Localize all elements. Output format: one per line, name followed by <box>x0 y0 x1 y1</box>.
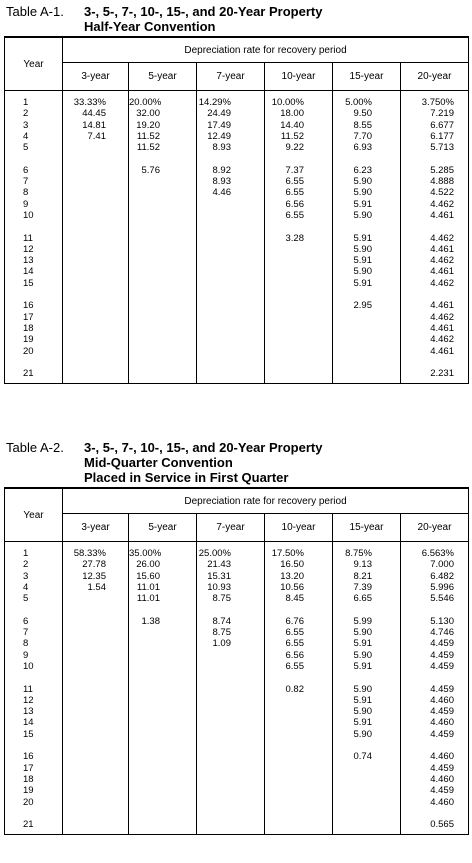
rate-column-5-year: 35.00% 26.00 15.60 11.01 11.01 1.38 <box>129 542 197 835</box>
column-header-5-year: 5-year <box>129 514 197 542</box>
table-a1-section <box>4 4 468 384</box>
table-a2-label: Table A-2. <box>6 440 64 455</box>
table-a2 <box>4 487 469 835</box>
column-header-10-year: 10-year <box>265 63 333 91</box>
rate-column-3-year: 33.33% 44.45 14.81 7.41 <box>63 91 129 384</box>
table-a2-section <box>4 440 468 835</box>
table-a1-title-line1: 3-, 5-, 7-, 10-, 15-, and 20-Year Property <box>84 4 323 19</box>
rate-column-5-year: 20.00% 32.00 19.20 11.52 11.52 5.76 <box>129 91 197 384</box>
rate-column-15-year: 5.00% 9.50 8.55 7.70 6.93 6.23 5.90 5.90 5.91 5.90 5.91 5.90 5.91 5.90 5.91 2.95 <box>333 91 401 384</box>
column-header-3-year: 3-year <box>63 514 129 542</box>
year-header: Year <box>5 488 63 542</box>
rate-column-20-year: 6.563% 7.000 6.482 5.996 5.546 5.130 4.746 4.459 4.459 4.459 4.459 4.460 4.459 4.460 4.459 4.460 4.459 4.460 4.459 4.460 0.565 <box>401 542 469 835</box>
column-header-7-year: 7-year <box>197 63 265 91</box>
table-a1-title <box>4 4 468 34</box>
year-column: 1 2 3 4 5 6 7 8 9 10 11 12 13 14 15 16 17 18 19 20 21 <box>5 542 63 835</box>
rate-header: Depreciation rate for recovery period <box>63 488 469 514</box>
table-a1-body-row <box>5 91 469 384</box>
rate-column-20-year: 3.750% 7.219 6.677 6.177 5.713 5.285 4.888 4.522 4.462 4.461 4.462 4.461 4.462 4.461 4.462 4.461 4.462 4.461 4.462 4.461 2.231 <box>401 91 469 384</box>
table-a1 <box>4 36 469 384</box>
rate-column-10-year: 10.00% 18.00 14.40 11.52 9.22 7.37 6.55 6.55 6.56 6.55 3.28 <box>265 91 333 384</box>
column-header-15-year: 15-year <box>333 63 401 91</box>
rate-column-7-year: 14.29% 24.49 17.49 12.49 8.93 8.92 8.93 4.46 <box>197 91 265 384</box>
column-header-20-year: 20-year <box>401 514 469 542</box>
table-a2-body-row <box>5 542 469 835</box>
column-header-15-year: 15-year <box>333 514 401 542</box>
rate-header: Depreciation rate for recovery period <box>63 37 469 63</box>
year-column: 1 2 3 4 5 6 7 8 9 10 11 12 13 14 15 16 17 18 19 20 21 <box>5 91 63 384</box>
column-header-5-year: 5-year <box>129 63 197 91</box>
rate-column-15-year: 8.75% 9.13 8.21 7.39 6.65 5.99 5.90 5.91 5.90 5.91 5.90 5.91 5.90 5.91 5.90 0.74 <box>333 542 401 835</box>
table-a2-title <box>4 440 468 485</box>
table-a2-title-line3: Placed in Service in First Quarter <box>84 470 289 485</box>
table-a1-title-line2: Half-Year Convention <box>84 19 216 34</box>
table-a2-title-line2: Mid-Quarter Convention <box>84 455 233 470</box>
year-header: Year <box>5 37 63 91</box>
rate-column-10-year: 17.50% 16.50 13.20 10.56 8.45 6.76 6.55 6.55 6.56 6.55 0.82 <box>265 542 333 835</box>
table-a2-title-line1: 3-, 5-, 7-, 10-, 15-, and 20-Year Property <box>84 440 323 455</box>
column-header-3-year: 3-year <box>63 63 129 91</box>
column-header-10-year: 10-year <box>265 514 333 542</box>
table-a1-label: Table A-1. <box>6 4 64 19</box>
rate-column-7-year: 25.00% 21.43 15.31 10.93 8.75 8.74 8.75 1.09 <box>197 542 265 835</box>
rate-column-3-year: 58.33% 27.78 12.35 1.54 <box>63 542 129 835</box>
column-header-20-year: 20-year <box>401 63 469 91</box>
column-header-7-year: 7-year <box>197 514 265 542</box>
